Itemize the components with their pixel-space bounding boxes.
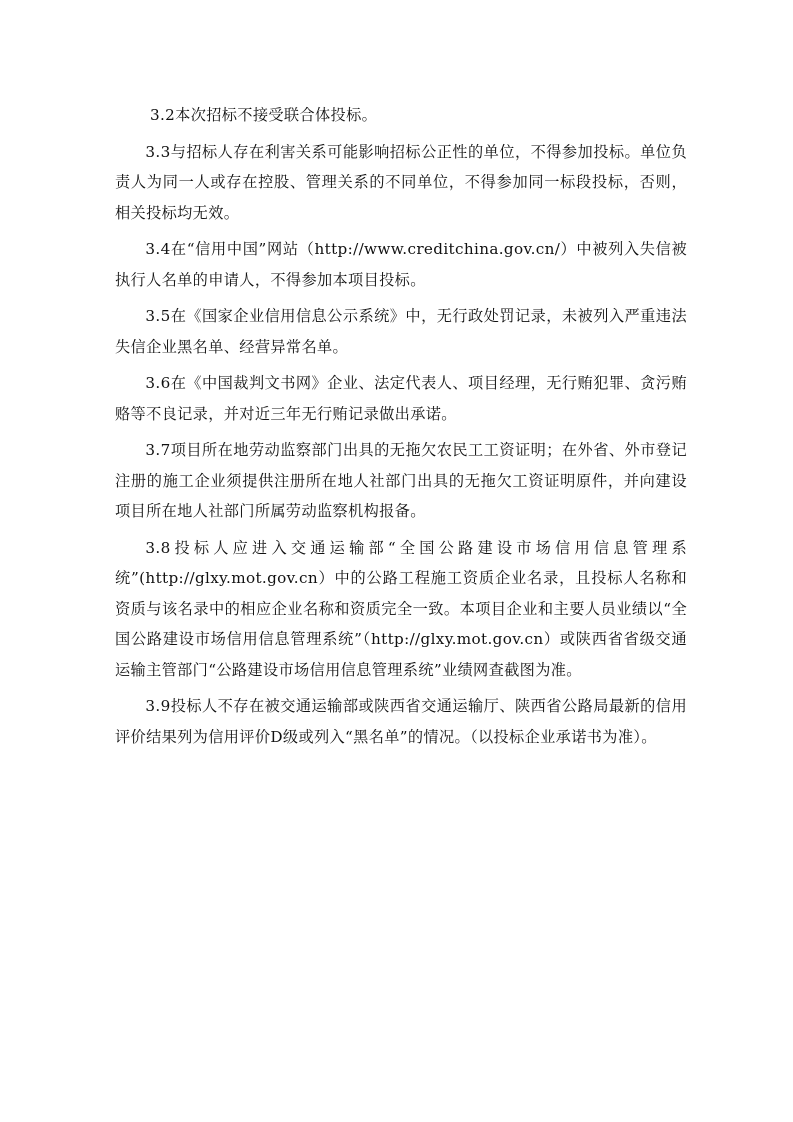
clause-3-2: 3.2本次招标不接受联合体投标。 <box>149 106 378 124</box>
clause-3-5: 3.5在《国家企业信用信息公示系统》中，无行政处罚记录，未被列入严重违法失信企业黑名单、经营异常名单。 <box>115 307 687 356</box>
clause-3-6: 3.6在《中国裁判文书网》企业、法定代表人、项目经理，无行贿犯罪、贪污贿赂等不良记录，并对近三年无行贿记录做出承诺。 <box>115 374 687 423</box>
clause-3-7: 3.7项目所在地劳动监察部门出具的无拖欠农民工工资证明；在外省、外市登记注册的施工企业须提供注册所在地人社部门出具的无拖欠工资证明原件，并向建设项目所在地人社部门所属劳动监察机构报备。 <box>115 441 687 520</box>
clause-3-8: 3.8投标人应进入交通运输部“全国公路建设市场信用信息管理系统”(http://glxy.mot.gov.cn）中的公路工程施工资质企业名录，且投标人名称和资质与该名录中的相应企业名称和资质完全一致。本项目企业和主要人员业绩以“全国公路建设市场信用信息管理系统”（http://glxy.mot.gov.cn）或陕西省省级交通运输主管部门“公路建设市场信用信息管理系统”业绩网查截图为准。 <box>115 538 687 679</box>
document-body <box>115 100 687 758</box>
clause-3-9: 3.9投标人不存在被交通运输部或陕西省交通运输厅、陕西省公路局最新的信用评价结果列为信用评价D级或列入“黑名单”的情况。（以投标企业承诺书为准）。 <box>115 697 687 746</box>
clause-3-3: 3.3与招标人存在利害关系可能影响招标公正性的单位，不得参加投标。单位负责人为同一人或存在控股、管理关系的不同单位，不得参加同一标段投标，否则，相关投标均无效。 <box>115 142 687 222</box>
clause-3-4: 3.4在“信用中国”网站（http://www.creditchina.gov.cn/）中被列入失信被执行人名单的申请人，不得参加本项目投标。 <box>115 240 687 289</box>
